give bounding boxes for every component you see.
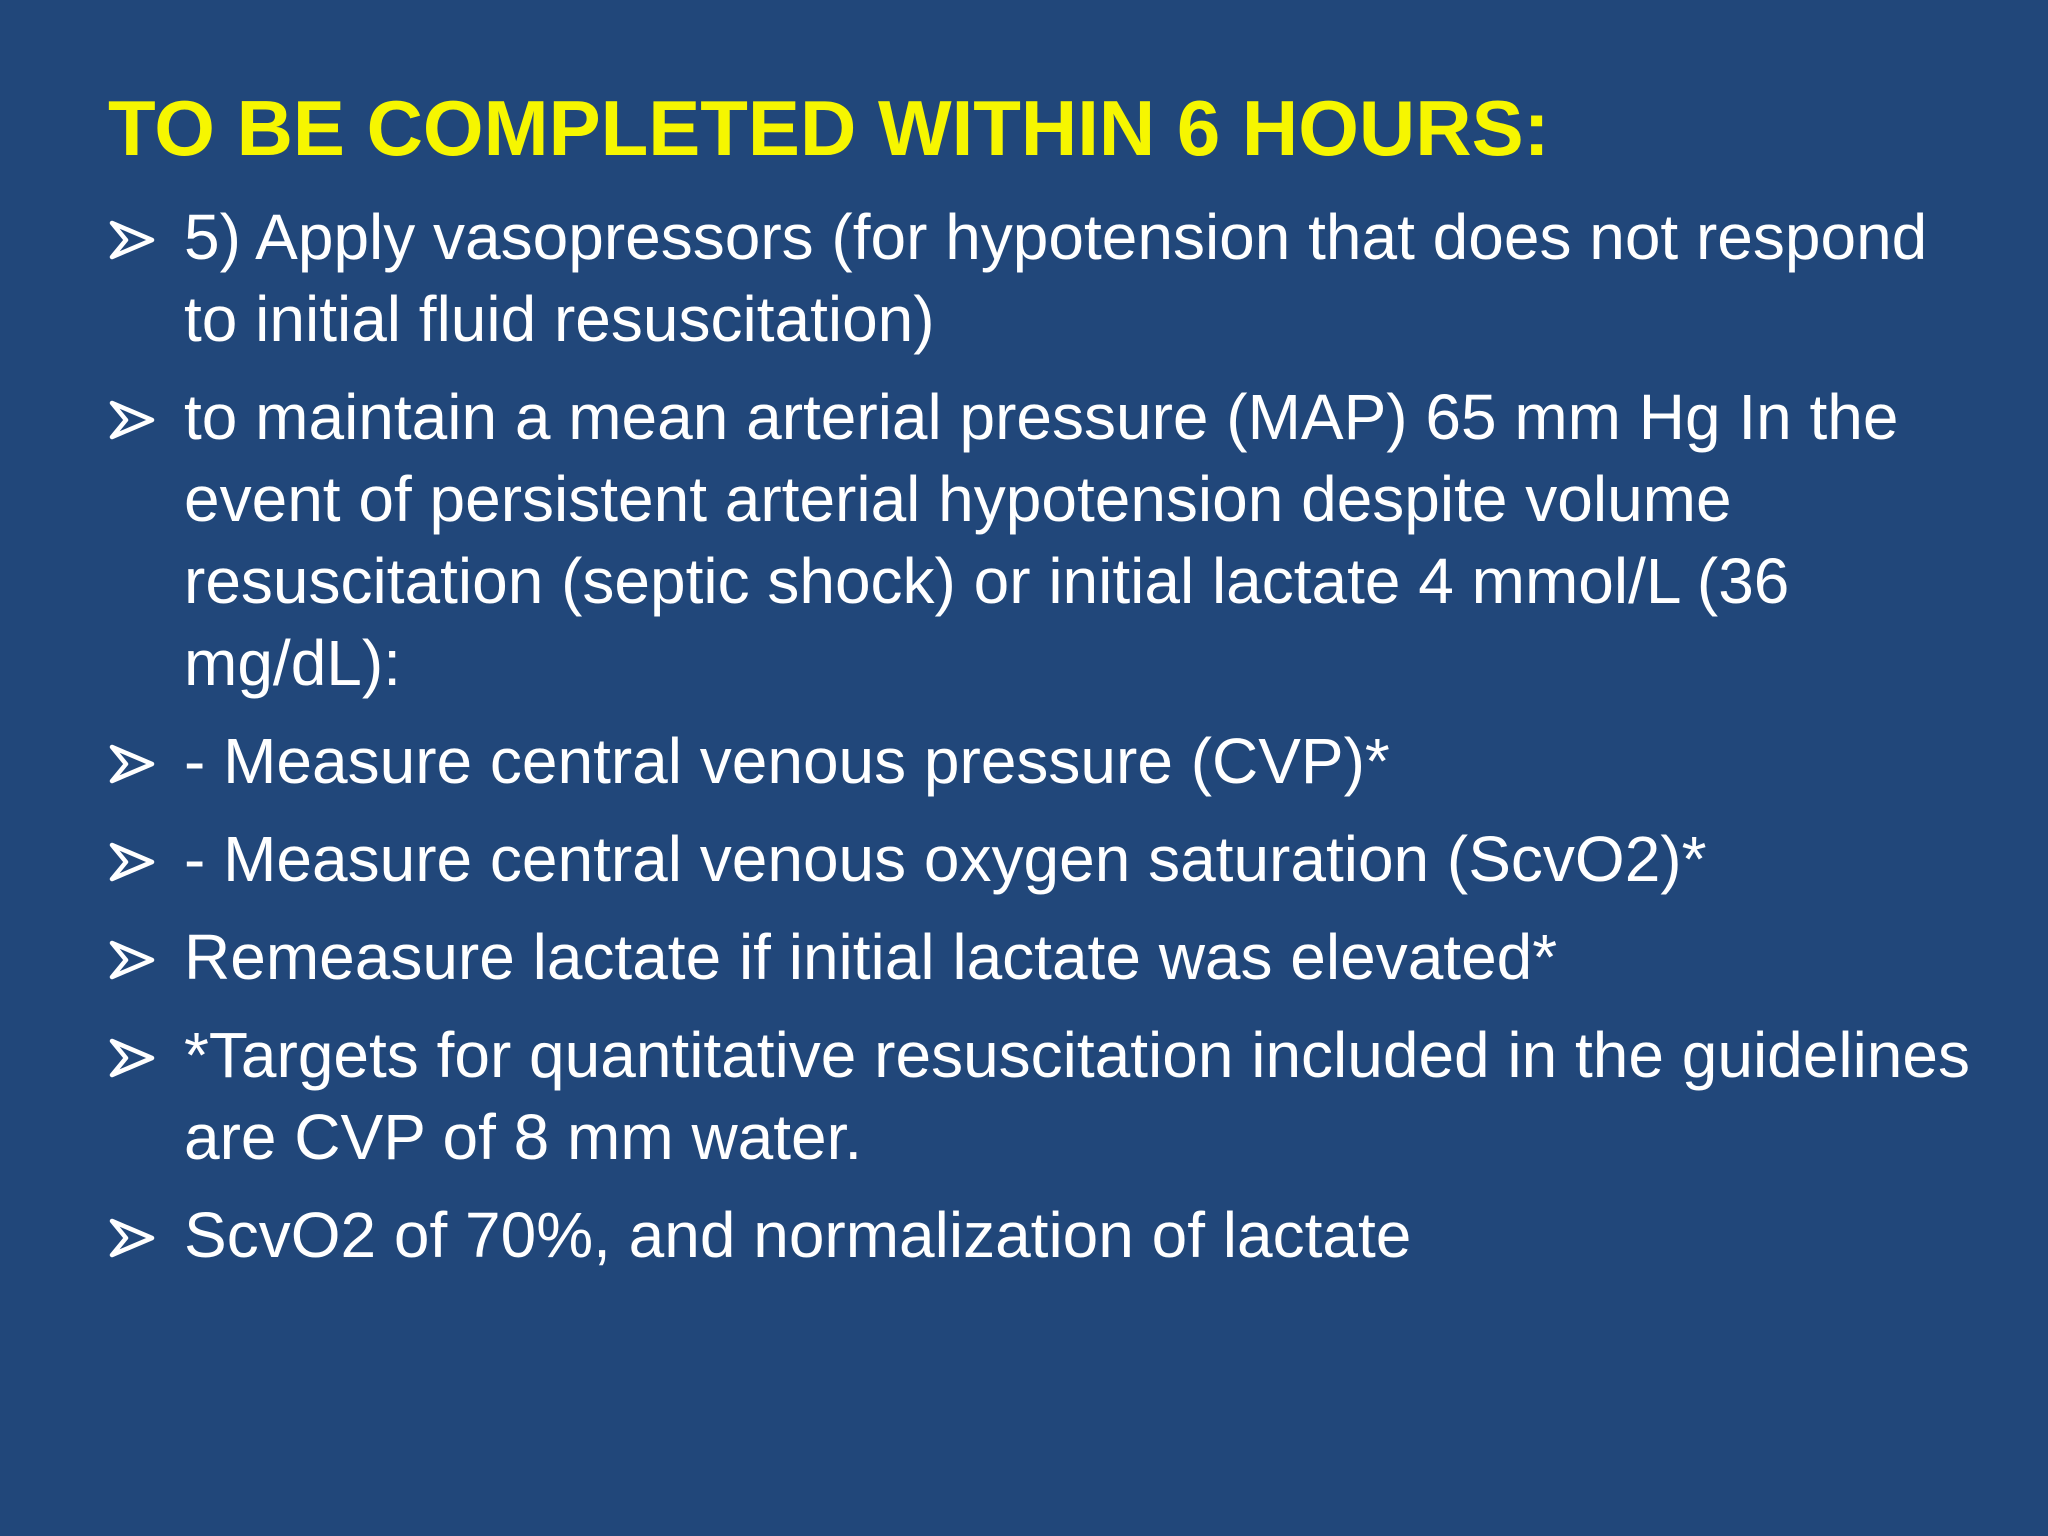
- slide-title: TO BE COMPLETED WITHIN 6 HOURS:: [108, 84, 1550, 172]
- bullet-item-7: [108, 1194, 1988, 1276]
- bullet-item-2: [108, 376, 1988, 704]
- bullet-text: - Measure central venous oxygen saturation (ScvO2)*: [184, 823, 1707, 895]
- bullet-text: 5) Apply vasopressors (for hypotension that does not respond to initial fluid resuscitation): [184, 201, 1928, 355]
- bullet-text: ScvO2 of 70%, and normalization of lactate: [184, 1199, 1412, 1271]
- bullet-item-4: [108, 818, 1988, 900]
- bullet-text: - Measure central venous pressure (CVP)*: [184, 725, 1390, 797]
- bullet-item-5: [108, 916, 1988, 998]
- bullet-text: Remeasure lactate if initial lactate was elevated*: [184, 921, 1558, 993]
- bullet-item-3: [108, 720, 1988, 802]
- bullet-text: to maintain a mean arterial pressure (MAP) 65 mm Hg In the event of persistent arterial hypotension despite volume resuscitation (septic shock) or initial lactate 4 mmol/L (36 mg/dL):: [184, 381, 1899, 699]
- bullet-item-6: [108, 1014, 1988, 1178]
- arrowhead-bullet-icon: [108, 940, 156, 980]
- arrowhead-bullet-icon: [108, 842, 156, 882]
- bullet-item-1: [108, 196, 1988, 360]
- bullet-list: [108, 196, 1988, 1292]
- arrowhead-bullet-icon: [108, 220, 156, 260]
- arrowhead-bullet-icon: [108, 400, 156, 440]
- arrowhead-bullet-icon: [108, 1218, 156, 1258]
- arrowhead-bullet-icon: [108, 1038, 156, 1078]
- bullet-text: *Targets for quantitative resuscitation included in the guidelines are CVP of 8 mm water.: [184, 1019, 1970, 1173]
- arrowhead-bullet-icon: [108, 744, 156, 784]
